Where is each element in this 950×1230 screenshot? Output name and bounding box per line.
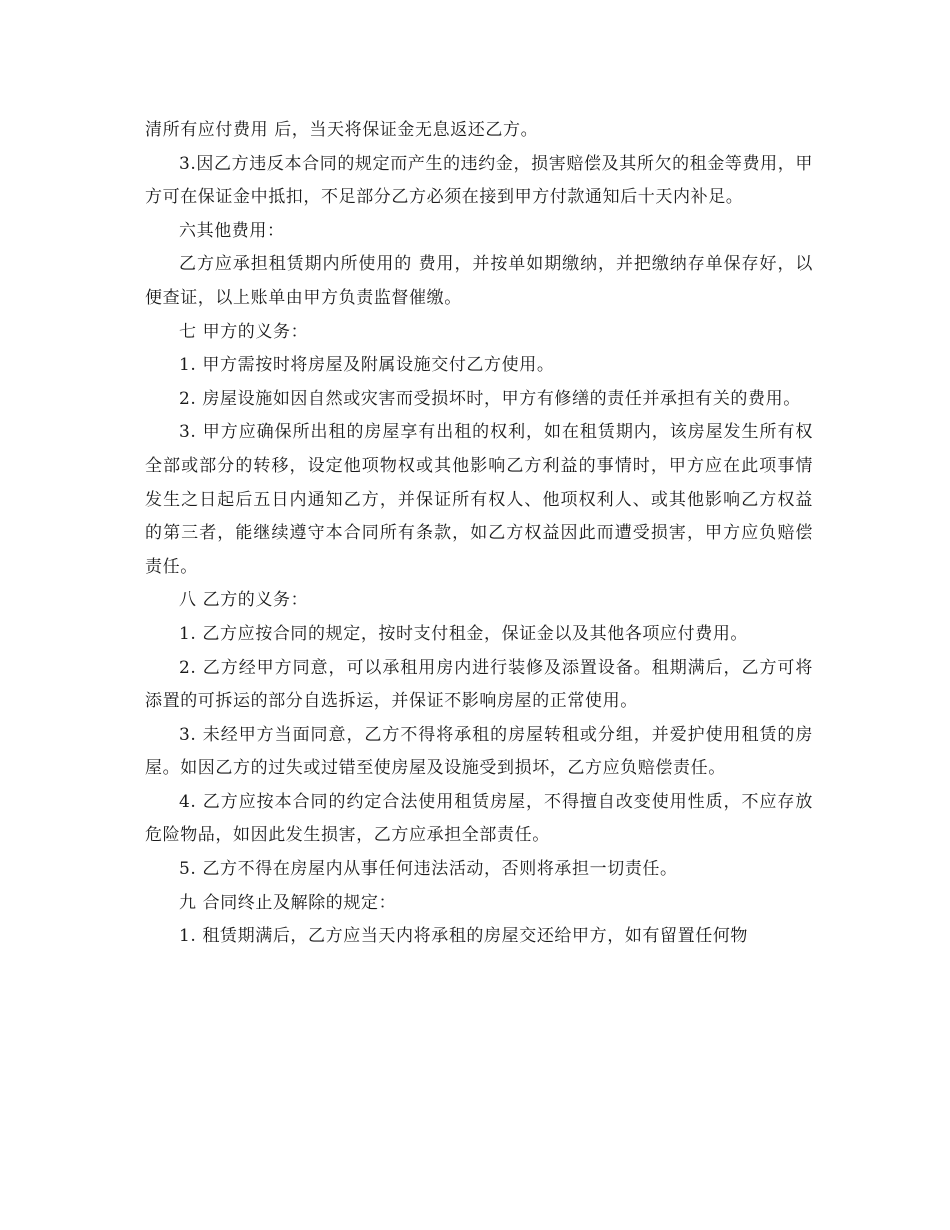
paragraph-lessor-obligation-2: 2. 房屋设施如因自然或灾害而受损坏时，甲方有修缮的责任并承担有关的费用。 xyxy=(179,388,801,409)
paragraph-other-fees: 乙方应承担租赁期内所使用的 费用，并按单如期缴纳，并把缴纳存单保存好，以便查证，以上账单由甲方负责监督催缴。 xyxy=(145,254,813,308)
paragraph-lessee-obligation-4: 4. 乙方应按本合同的约定合法使用租赁房屋，不得擅自改变使用性质，不应存放危险物品，如因此发生损害，乙方应承担全部责任。 xyxy=(145,791,813,846)
paragraph-lessee-obligation-5: 5. 乙方不得在房屋内从事任何违法活动，否则将承担一切责任。 xyxy=(179,859,678,880)
section-heading-lessee-obligations: 八 乙方的义务： xyxy=(179,590,309,611)
document-body xyxy=(145,114,813,954)
paragraph-deposit-return: 清所有应付费用 后，当天将保证金无息返还乙方。 xyxy=(145,120,539,140)
section-heading-lessor-obligations: 七 甲方的义务： xyxy=(179,321,309,342)
paragraph-lessor-obligation-3: 3. 甲方应确保所出租的房屋享有出租的权利，如在租赁期内，该房屋发生所有权全部或部分的转移，设定他项物权或其他影响乙方利益的事情时，甲方应在此项事情发生之日起后五日内通知乙方，并保证所有权人、他项权利人、或其他影响乙方权益的第三者，能继续遵守本合同所有条款，如乙方权益因此而遭受损害，甲方应负赔偿责任。 xyxy=(145,422,813,577)
paragraph-deposit-deduction: 3.因乙方违反本合同的规定而产生的违约金，损害赔偿及其所欠的租金等费用，甲方可在保证金中抵扣，不足部分乙方必须在接到甲方付款通知后十天内补足。 xyxy=(145,153,813,208)
paragraph-lessee-obligation-1: 1. 乙方应按合同的规定，按时支付租金，保证金以及其他各项应付费用。 xyxy=(179,623,749,644)
paragraph-lessee-obligation-3: 3. 未经甲方当面同意，乙方不得将承租的房屋转租或分组，并爱护使用租赁的房屋。如因乙方的过失或过错至使房屋及设施受到损坏，乙方应负赔偿责任。 xyxy=(145,724,813,779)
paragraph-termination-1: 1. 租赁期满后，乙方应当天内将承租的房屋交还给甲方，如有留置任何物 xyxy=(179,926,749,947)
paragraph-lessee-obligation-2: 2. 乙方经甲方同意，可以承租用房内进行装修及添置设备。租期满后，乙方可将添置的可拆运的部分自选拆运，并保证不影响房屋的正常使用。 xyxy=(145,657,813,712)
paragraph-lessor-obligation-1: 1. 甲方需按时将房屋及附属设施交付乙方使用。 xyxy=(179,355,555,376)
section-heading-termination: 九 合同终止及解除的规定： xyxy=(179,892,397,913)
section-heading-other-fees: 六其他费用： xyxy=(179,220,285,241)
